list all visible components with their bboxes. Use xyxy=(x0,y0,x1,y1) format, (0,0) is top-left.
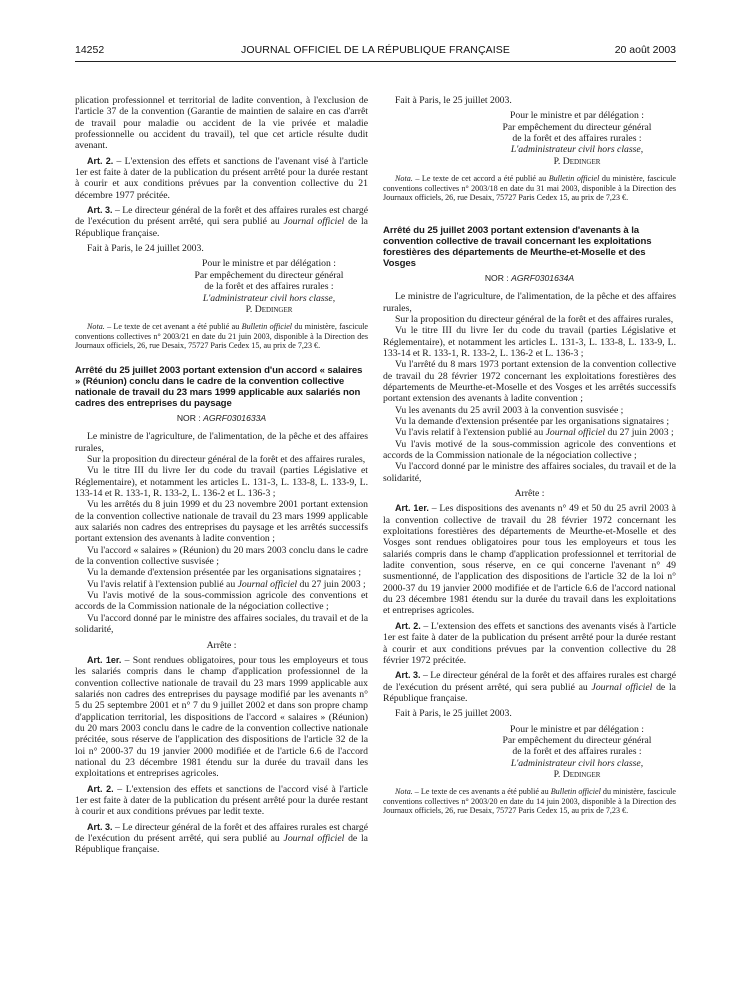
signing-place-date: Fait à Paris, le 25 juillet 2003. xyxy=(395,95,512,106)
recital: Vu les avenants du 25 avril 2003 à la convention susvisée ; xyxy=(395,404,624,416)
arrete-heading: Arrête : xyxy=(206,639,237,651)
signature-title: L'administrateur civil hors classe, xyxy=(202,292,336,304)
signature-line: de la forêt et des affaires rurales : xyxy=(204,281,334,293)
article-2: Art. 2. – L'extension des effets et sanctions de l'avenant visé à l'article 1er est faite à dater de la publication du présent arrêté pour la durée restant à courir et aux conditions prévues par la convention collective du 21 décembre 1977 précitée. xyxy=(75,155,368,201)
article-3: Art. 3. – Le directeur général de la forêt et des affaires rurales est chargé de l'exécution du présent arrêté, qui sera publié au Journal officiel de la République française. xyxy=(75,821,368,856)
recital: Sur la proposition du directeur général de la forêt et des affaires rurales, xyxy=(395,313,674,325)
article-label: Art. 1er. xyxy=(87,654,122,665)
signatory-name: P. Dedinger xyxy=(553,155,601,167)
article-label: Art. 3. xyxy=(395,670,421,681)
recital: Vu l'accord « salaires » (Réunion) du 20 mars 2003 conclu dans le cadre de la convention collective susvisée ; xyxy=(75,544,368,568)
intro-paragraph: plication professionnel et territorial de ladite convention, à l'exclusion de l'article 37 de la convention (Garantie de maintien de salaire en cas d'arrêt de travail pour maladie ou accident de la vie privée et maladie professionnelle ou accident du travail), tel que cet article résulte dudit avenant. xyxy=(75,95,368,152)
nota-note: Nota. – Le texte de cet avenant a été publié au Bulletin officiel du ministère, fascicule conventions collectives n° 2003/21 en date du 21 juin 2003, disponible à la Direction des Journaux officiels, 26, rue Desaix, 75727 Paris Cedex 15, au prix de 7,23 €. xyxy=(75,322,368,351)
recital: Vu l'avis motivé de la sous-commission agricole des conventions et accords de la Commission nationale de la négociation collective ; xyxy=(383,438,676,461)
nor-reference: NOR : AGRF0301633A xyxy=(176,412,267,423)
article-1: Art. 1er. – Les dispositions des avenants n° 49 et 50 du 25 avril 2003 à la convention collective de travail du 28 février 1972 concernant les exploitations forestières des départements de Meurthe-et-Moselle et des Vosges sont rendues obligatoires pour tous les employeurs et tous les salariés compris dans le champ d'application professionnel et territorial de ladite convention, sous réserve, en ce qui concerne l'avenant n° 49 susmentionné, de l'application des dispositions de l'article 32 de la loi n° 2000-37 du 19 janvier 2000 modifiée et de l'article 6.6 de l'accord national du 23 décembre 1981 étendu sur la durée du travail dans les exploitations et entreprises agricoles. xyxy=(383,503,676,617)
signatory-name: P. Dedinger xyxy=(553,768,601,780)
article-label: Art. 1er. xyxy=(395,503,429,514)
signature-line: de la forêt et des affaires rurales : xyxy=(512,746,642,758)
article-label: Art. 2. xyxy=(395,620,421,631)
nota-note: Nota. – Le texte de ces avenants a été publié au Bulletin officiel du ministère, fascicule conventions collectives n° 2003/20 en date du 14 juin 2003, disponible à la Direction des Journaux officiels, 26, rue Desaix, 75727 Paris Cedex 15, au prix de 7,23 €. xyxy=(383,787,676,816)
signature-line: Pour le ministre et par délégation : xyxy=(202,258,336,270)
page-header xyxy=(75,45,676,59)
signature-title: L'administrateur civil hors classe, xyxy=(510,757,644,769)
article-3: Art. 3. – Le directeur général de la forêt et des affaires rurales est chargé de l'exécution du présent arrêté, qui sera publié au Journal officiel de la République française. xyxy=(383,670,676,704)
recital: Vu l'avis relatif à l'extension publié au Journal officiel du 27 juin 2003 ; xyxy=(395,427,674,439)
recital: Le ministre de l'agriculture, de l'alimentation, de la pêche et des affaires rurales, xyxy=(75,431,368,454)
signature-title: L'administrateur civil hors classe, xyxy=(510,144,644,156)
article-2: Art. 2. – L'extension des effets et sanctions des avenants visés à l'article 1er est faite à dater de la publication du présent arrêté pour la durée restant à courir et aux conditions prévues par la convention collective du 28 février 1972 précitée. xyxy=(383,620,676,666)
page-number: 14252 xyxy=(75,44,105,56)
signing-place-date: Fait à Paris, le 24 juillet 2003. xyxy=(87,243,204,255)
signing-place-date: Fait à Paris, le 25 juillet 2003. xyxy=(395,708,512,720)
recital: Vu le titre III du livre Ier du code du travail (parties Législative et Réglementaire), et notamment les articles L. 131-3, L. 133-8, L. 133-9, L. 133-14 et R. 133-1, R. 133-2, L. 136-2 et L. 136-3 ; xyxy=(383,325,676,359)
article-label: Art. 2. xyxy=(87,783,114,794)
signature-line: Pour le ministre et par délégation : xyxy=(510,723,644,735)
signature-line: Par empêchement du directeur général xyxy=(502,734,652,746)
recital: Vu les arrêtés du 8 juin 1999 et du 23 novembre 2001 portant extension de la convention collective nationale de travail du 23 mars 1999 applicable aux salariés non cadres des entreprises du paysage et les arrêtés successifs portant extension des avenants à ladite convention ; xyxy=(75,499,368,545)
decree-heading: Arrêté du 25 juillet 2003 portant extension d'un accord « salaires » (Réunion) conclu dans le cadre de la convention collective nationale de travail du 23 mars 1999 applicable aux salariés non cadres des entreprises du paysage xyxy=(75,364,363,409)
recital: Vu la demande d'extension présentée par les organisations signataires ; xyxy=(87,567,362,579)
signature-line: Par empêchement du directeur général xyxy=(502,121,652,133)
article-3: Art. 3. – Le directeur général de la forêt et des affaires rurales est chargé de l'exécution du présent arrêté, qui sera publié au Journal officiel de la République française. xyxy=(75,205,368,239)
recital: Vu l'avis relatif à l'extension publié au Journal officiel du 27 juin 2003 ; xyxy=(87,578,366,590)
signatory-name: P. Dedinger xyxy=(245,303,293,315)
signature-line: Pour le ministre et par délégation : xyxy=(510,110,644,122)
recital: Vu la demande d'extension présentée par les organisations signataires ; xyxy=(395,415,670,427)
recital: Vu l'accord donné par le ministre des affaires sociales, du travail et de la solidarité, xyxy=(383,461,676,484)
header-rule xyxy=(75,61,676,62)
issue-date: 20 août 2003 xyxy=(614,44,676,56)
recital: Le ministre de l'agriculture, de l'alimentation, de la pêche et des affaires rurales, xyxy=(383,291,676,314)
decree-heading: Arrêté du 25 juillet 2003 portant extension d'avenants à la convention collective de travail concernant les exploitations forestières des départements de Meurthe-et-Moselle et des Vosges xyxy=(383,224,652,269)
article-1: Art. 1er. – Sont rendues obligatoires, pour tous les employeurs et tous les salariés compris dans le champ d'application professionnel de la convention collective nationale de travail du 23 mars 1999 applicable aux salariés non cadres des entreprises du paysage modifié par les avenants n° 5 du 25 septembre 2001 et n° 7 du 9 juillet 2002 et dans son propre champ d'application territorial, les dispositions de l'accord « salaires » (Réunion) du 20 mars 2003 conclu dans le cadre de la convention collective nationale précitée, sous réserve de l'application des dispositions de l'article 32 de la loi n° 2000-37 du 19 janvier 2000 modifiée et de l'article 6.6 de l'accord national du 23 décembre 1981 étendu sur la durée du travail dans les exploitations et entreprises agricoles. xyxy=(75,654,368,780)
journal-title: JOURNAL OFFICIEL DE LA RÉPUBLIQUE FRANÇAISE xyxy=(241,44,510,56)
recital: Vu l'arrêté du 8 mars 1973 portant extension de la convention collective de travail du 28 février 1972 concernant les exploitations forestières des départements de Meurthe-et-Moselle et des Vosges et les arrêtés successifs portant extension des avenants à ladite convention ; xyxy=(383,359,676,405)
article-label: Art. 2. xyxy=(87,155,114,166)
recital: Vu le titre III du livre Ier du code du travail (parties Législative et Réglementaire), et notamment les articles L. 131-3, L. 133-8, L. 133-9, L. 133-14 et R. 133-1, R. 133-2, L. 136-2 et L. 136-3 ; xyxy=(75,465,368,500)
left-column xyxy=(75,95,368,856)
nor-reference: NOR : AGRF0301634A xyxy=(484,272,575,283)
signature-line: Par empêchement du directeur général xyxy=(194,269,344,281)
right-column xyxy=(383,95,676,816)
recital: Vu l'avis motivé de la sous-commission agricole des conventions et accords de la Commission nationale de la négociation collective ; xyxy=(75,590,368,613)
article-2: Art. 2. – L'extension des effets et sanctions de l'accord visé à l'article 1er est faite à dater de la publication du présent arrêté pour la durée restant à courir et aux conditions prévues par ledit texte. xyxy=(75,783,368,818)
arrete-heading: Arrête : xyxy=(514,488,545,500)
article-label: Art. 3. xyxy=(87,821,113,832)
recital: Sur la proposition du directeur général de la forêt et des affaires rurales, xyxy=(87,454,366,465)
nota-note: Nota. – Le texte de cet accord a été publié au Bulletin officiel du ministère, fascicule conventions collectives n° 2003/18 en date du 31 mai 2003, disponible à la Direction des Journaux officiels, 26, rue Desaix, 75727 Paris Cedex 15, au prix de 7,23 €. xyxy=(383,174,676,203)
signature-line: de la forêt et des affaires rurales : xyxy=(512,133,642,145)
recital: Vu l'accord donné par le ministre des affaires sociales, du travail et de la solidarité, xyxy=(75,612,368,636)
article-label: Art. 3. xyxy=(87,205,113,216)
